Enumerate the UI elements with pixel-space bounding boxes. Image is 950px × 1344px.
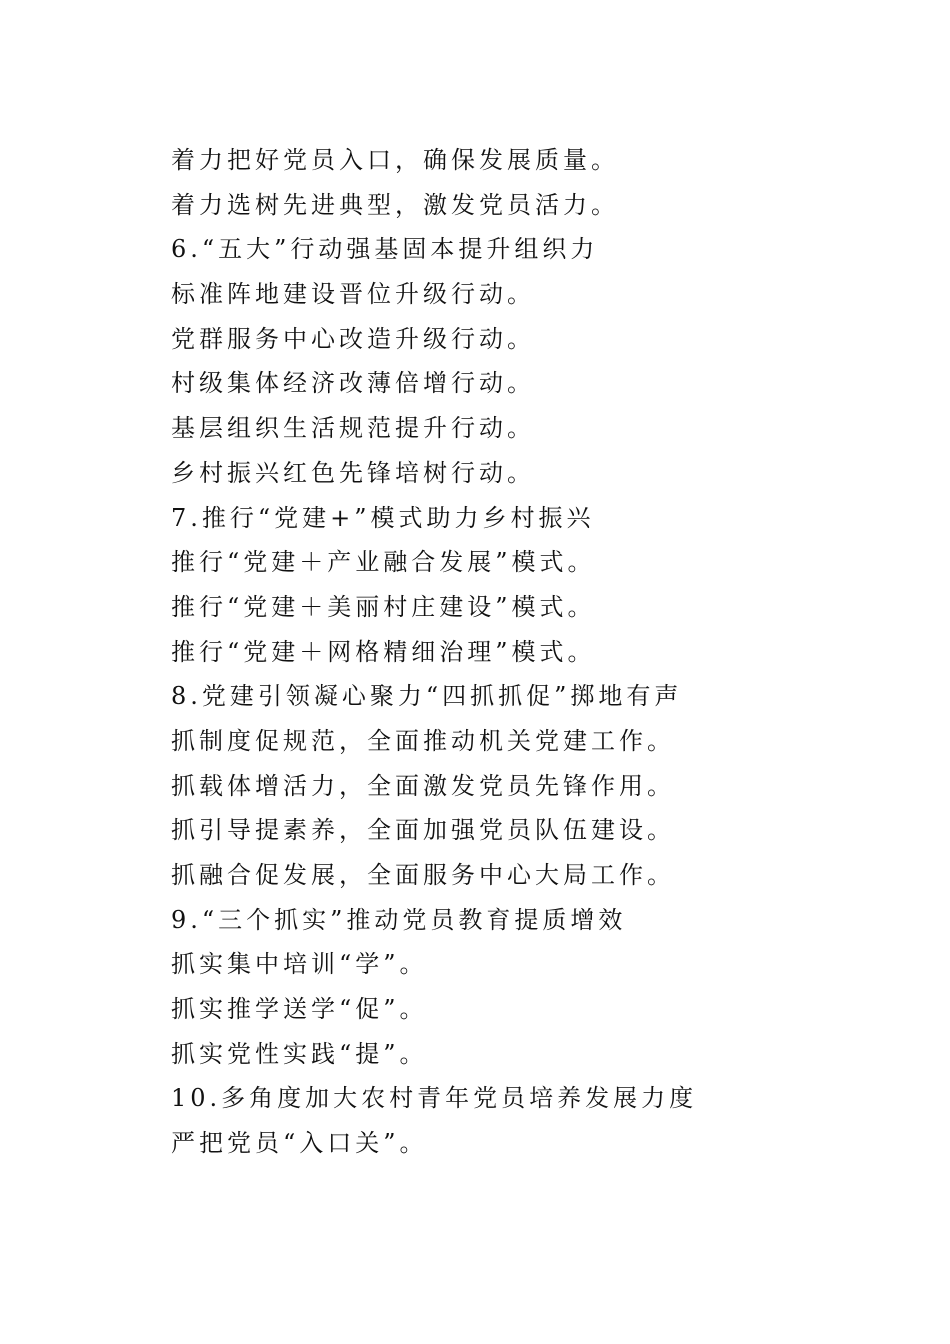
text-line: 乡村振兴红色先锋培树行动。 [171, 458, 535, 487]
text-line: 村级集体经济改薄倍增行动。 [171, 369, 535, 398]
text-line: 抓载体增活力，全面激发党员先锋作用。 [171, 771, 675, 800]
document-body [171, 138, 697, 1166]
section-heading: 8.党建引领凝心聚力“四抓抓促”掷地有声 [171, 682, 683, 711]
text-line: 着力把好党员入口，确保发展质量。 [171, 146, 619, 174]
text-line: 抓制度促规范，全面推动机关党建工作。 [171, 726, 675, 755]
text-line: 抓引导提素养，全面加强党员队伍建设。 [171, 816, 675, 845]
section-heading: 7.推行“党建+”模式助力乡村振兴 [171, 503, 595, 532]
text-line: 抓融合促发展，全面服务中心大局工作。 [171, 861, 675, 889]
text-line: 抓实集中培训“学”。 [171, 950, 428, 979]
text-line: 推行“党建＋网格精细治理”模式。 [171, 637, 596, 666]
section-heading: 6.“五大”行动强基固本提升组织力 [171, 235, 599, 264]
text-line: 抓实党性实践“提”。 [171, 1039, 428, 1068]
section-heading: 10.多角度加大农村青年党员培养发展力度 [171, 1084, 698, 1113]
text-line: 严把党员“入口关”。 [171, 1129, 428, 1158]
text-line: 推行“党建＋美丽村庄建设”模式。 [171, 592, 596, 621]
text-line: 抓实推学送学“促”。 [171, 995, 428, 1024]
text-line: 推行“党建＋产业融合发展”模式。 [171, 548, 596, 577]
section-heading: 9.“三个抓实”推动党员教育提质增效 [171, 905, 627, 934]
text-line: 党群服务中心改造升级行动。 [171, 324, 535, 353]
text-line: 基层组织生活规范提升行动。 [171, 414, 535, 443]
text-line: 标准阵地建设晋位升级行动。 [171, 280, 535, 309]
text-line: 着力选树先进典型，激发党员活力。 [171, 190, 619, 219]
